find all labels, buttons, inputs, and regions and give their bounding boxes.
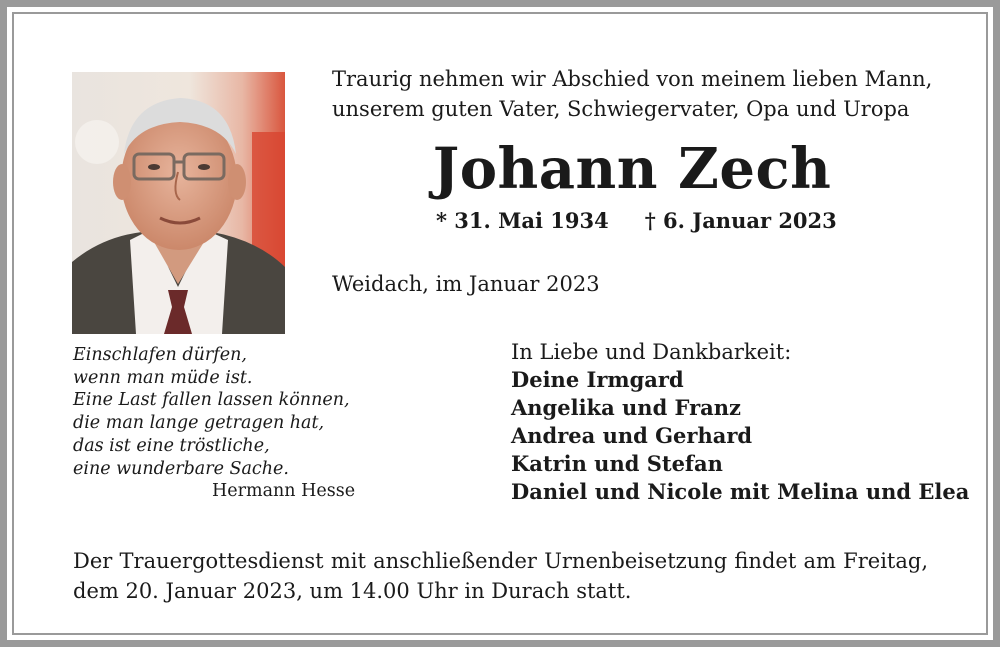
poem-line: die man lange getragen hat, bbox=[73, 413, 325, 434]
poem-author: Hermann Hesse bbox=[212, 481, 356, 501]
life-dates bbox=[436, 208, 837, 233]
place-date: Weidach, im Januar 2023 bbox=[332, 272, 600, 296]
poem-line: eine wunderbare Sache. bbox=[73, 458, 289, 479]
family-member: Angelika und Franz bbox=[511, 395, 741, 420]
poem-line: das ist eine tröstliche, bbox=[73, 435, 270, 456]
family-list bbox=[511, 338, 969, 506]
deceased-name: Johann Zech bbox=[432, 136, 832, 202]
family-lead: In Liebe und Dankbarkeit: bbox=[511, 340, 792, 364]
service-notice: Der Trauergottesdienst mit anschließender Urnenbeisetzung findet am Freitag, dem 20. Januar 2023, um 14.00 Uhr in Durach statt. bbox=[73, 549, 928, 603]
intro-text: Traurig nehmen wir Abschied von meinem lieben Mann, unserem guten Vater, Schwiegervater, Opa und Uropa bbox=[332, 67, 933, 121]
family-member: Daniel und Nicole mit Melina und Elea bbox=[511, 479, 970, 504]
portrait-photo bbox=[72, 72, 285, 334]
poem bbox=[73, 344, 373, 480]
family-member: Andrea und Gerhard bbox=[511, 423, 753, 448]
birth-date: * 31. Mai 1934 bbox=[436, 208, 609, 233]
family-member: Deine Irmgard bbox=[511, 367, 684, 392]
family-member: Katrin und Stefan bbox=[511, 451, 723, 476]
poem-line: Einschlafen dürfen, bbox=[73, 345, 247, 365]
poem-line: Eine Last fallen lassen können, bbox=[73, 390, 350, 411]
poem-line: wenn man müde ist. bbox=[73, 367, 253, 388]
death-date: † 6. Januar 2023 bbox=[644, 208, 837, 233]
